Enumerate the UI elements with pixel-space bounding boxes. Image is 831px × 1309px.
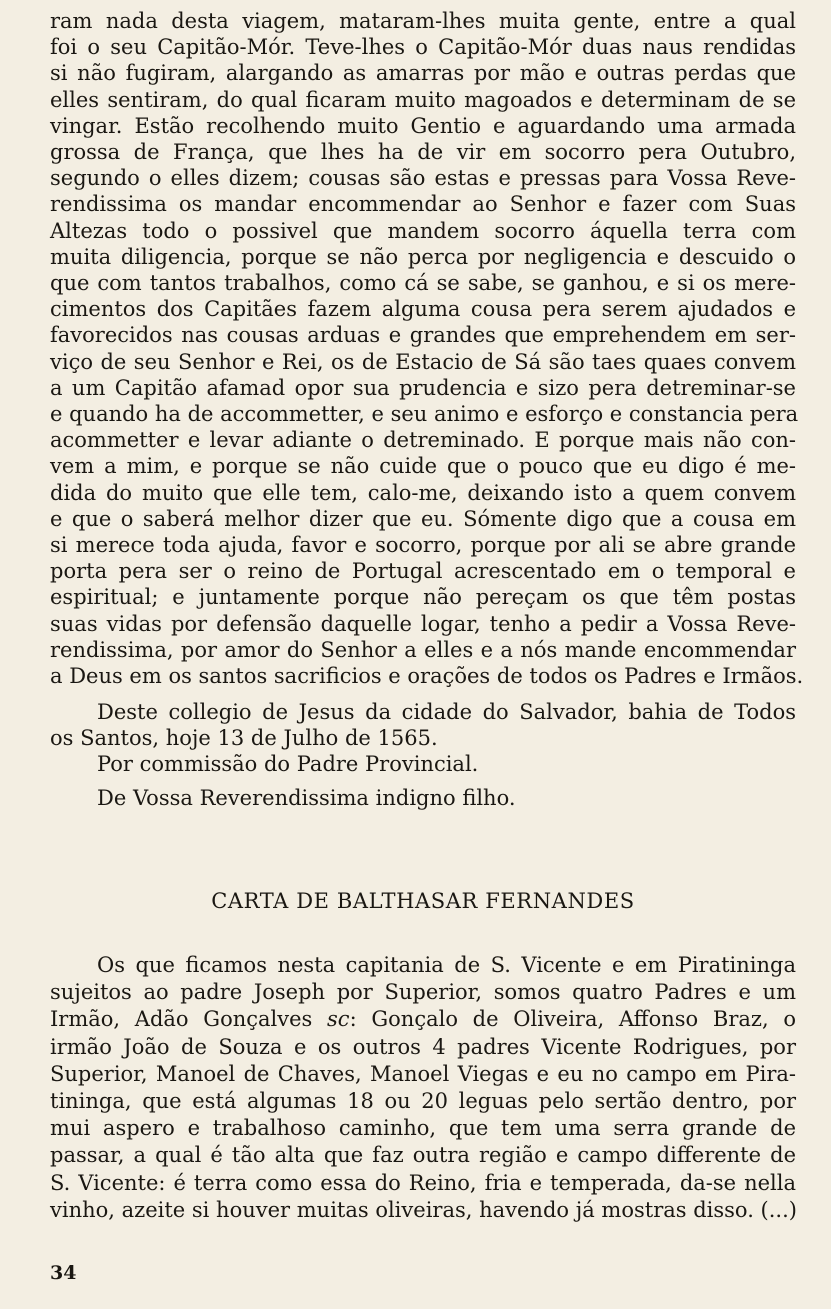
text-line: tininga, que está algumas 18 ou 20 leguas pelo sertão dentro, por bbox=[50, 1089, 796, 1114]
text-line: vem a mim, e porque se não cuide que o pouco que eu digo é me- bbox=[50, 454, 796, 479]
closing-commission: Por commissão do Padre Provincial. bbox=[97, 752, 479, 777]
text-line: sujeitos ao padre Joseph por Superior, somos quatro Padres e um bbox=[50, 980, 796, 1005]
body-paragraph bbox=[50, 8, 804, 689]
text-line: que com tantos trabalhos, como cá se sabe, se ganhou, e si os mere- bbox=[50, 271, 796, 296]
text-line bbox=[50, 1006, 796, 1033]
text-line: rendissima os mandar encommendar ao Senhor e fazer com Suas bbox=[50, 192, 796, 217]
text-line: grossa de França, que lhes ha de vir em socorro pera Outubro, bbox=[50, 140, 796, 165]
text-line: espiritual; e juntamente porque não pereçam os que têm postas bbox=[50, 585, 796, 610]
page-number: 34 bbox=[50, 1262, 77, 1284]
letter-body bbox=[50, 952, 796, 1224]
text-line: rendissima, por amor do Senhor a elles e a nós mande encommendar bbox=[50, 637, 796, 662]
closing-signature: De Vossa Reverendissima indigno filho. bbox=[97, 786, 516, 811]
text-line: e quando ha de accommetter, e seu animo e esforço e constancia pera bbox=[50, 402, 799, 427]
letter-paragraph bbox=[50, 952, 796, 1224]
text-line: suas vidas por defensão daquelle logar, tenho a pedir a Vossa Reve- bbox=[50, 611, 796, 636]
text-line: os Santos, hoje 13 de Julho de 1565. bbox=[50, 726, 438, 751]
text-line: viço de seu Senhor e Rei, os de Estacio de Sá são taes quaes convem bbox=[50, 349, 796, 374]
text-line: S. Vicente: é terra como essa do Reino, fria e temperada, da-se nella bbox=[50, 1170, 796, 1195]
text-line: cimentos dos Capitães fazem alguma cousa pera serem ajudados e bbox=[50, 297, 796, 322]
text-line: dida do muito que elle tem, calo-me, deixando isto a quem convem bbox=[50, 480, 796, 505]
text-line: a um Capitão afamad opor sua prudencia e sizo pera detreminar-se bbox=[50, 375, 796, 400]
text-line: segundo o elles dizem; cousas são estas e pressas para Vossa Reve- bbox=[50, 166, 796, 191]
closing-place-date bbox=[50, 699, 796, 751]
letter-heading: CARTA DE BALTHASAR FERNANDES bbox=[211, 889, 635, 913]
italic-abbreviation: sc bbox=[327, 1007, 350, 1032]
text-line: Deste collegio de Jesus da cidade do Salvador, bahia de Todos bbox=[97, 700, 796, 725]
text-line: vingar. Estão recolhendo muito Gentio e aguardando uma armada bbox=[50, 113, 796, 138]
text-line: ram nada desta viagem, mataram-lhes muita gente, entre a qual bbox=[50, 9, 796, 33]
text-fragment: Irmão, Adão Gonçalves bbox=[50, 1007, 328, 1032]
text-line: acommetter e levar adiante o detreminado. E porque mais não con- bbox=[50, 428, 796, 453]
text-line: muita diligencia, porque se não perca por negligencia e descuido o bbox=[50, 244, 796, 269]
text-line: si merece toda ajuda, favor e socorro, porque por ali se abre grande bbox=[50, 533, 796, 558]
text-line: si não fugiram, alargando as amarras por mão e outras perdas que bbox=[50, 61, 796, 86]
text-line: Os que ficamos nesta capitania de S. Vicente e em Piratininga bbox=[97, 953, 796, 977]
text-line: elles sentiram, do qual ficaram muito magoados e determinam de se bbox=[50, 87, 796, 112]
text-line: e que o saberá melhor dizer que eu. Sómente digo que a cousa em bbox=[50, 506, 796, 531]
text-line: foi o seu Capitão-Mór. Teve-lhes o Capitão-Mór duas naus rendidas bbox=[50, 35, 796, 60]
text-line: irmão João de Souza e os outros 4 padres Vicente Rodrigues, por bbox=[50, 1034, 796, 1059]
text-line: mui aspero e trabalhoso caminho, que tem uma serra grande de bbox=[50, 1116, 796, 1141]
text-line: a Deus em os santos sacrificios e orações de todos os Padres e Irmãos. bbox=[50, 664, 804, 689]
text-line: passar, a qual é tão alta que faz outra região e campo differente de bbox=[50, 1143, 796, 1168]
text-line: vinho, azeite si houver muitas oliveiras, havendo já mostras disso. (...) bbox=[50, 1197, 797, 1222]
text-line: Superior, Manoel de Chaves, Manoel Viegas e eu no campo em Pira- bbox=[50, 1061, 796, 1086]
text-line: porta pera ser o reino de Portugal acrescentado em o temporal e bbox=[50, 559, 796, 584]
letter-closing bbox=[50, 699, 796, 811]
book-page bbox=[50, 8, 804, 1284]
text-fragment: : Gonçalo de Oliveira, Affonso Braz, o bbox=[349, 1007, 796, 1032]
text-line: Altezas todo o possivel que mandem socorro áquella terra com bbox=[50, 218, 796, 243]
text-line: favorecidos nas cousas arduas e grandes que emprehendem em ser- bbox=[50, 323, 796, 348]
